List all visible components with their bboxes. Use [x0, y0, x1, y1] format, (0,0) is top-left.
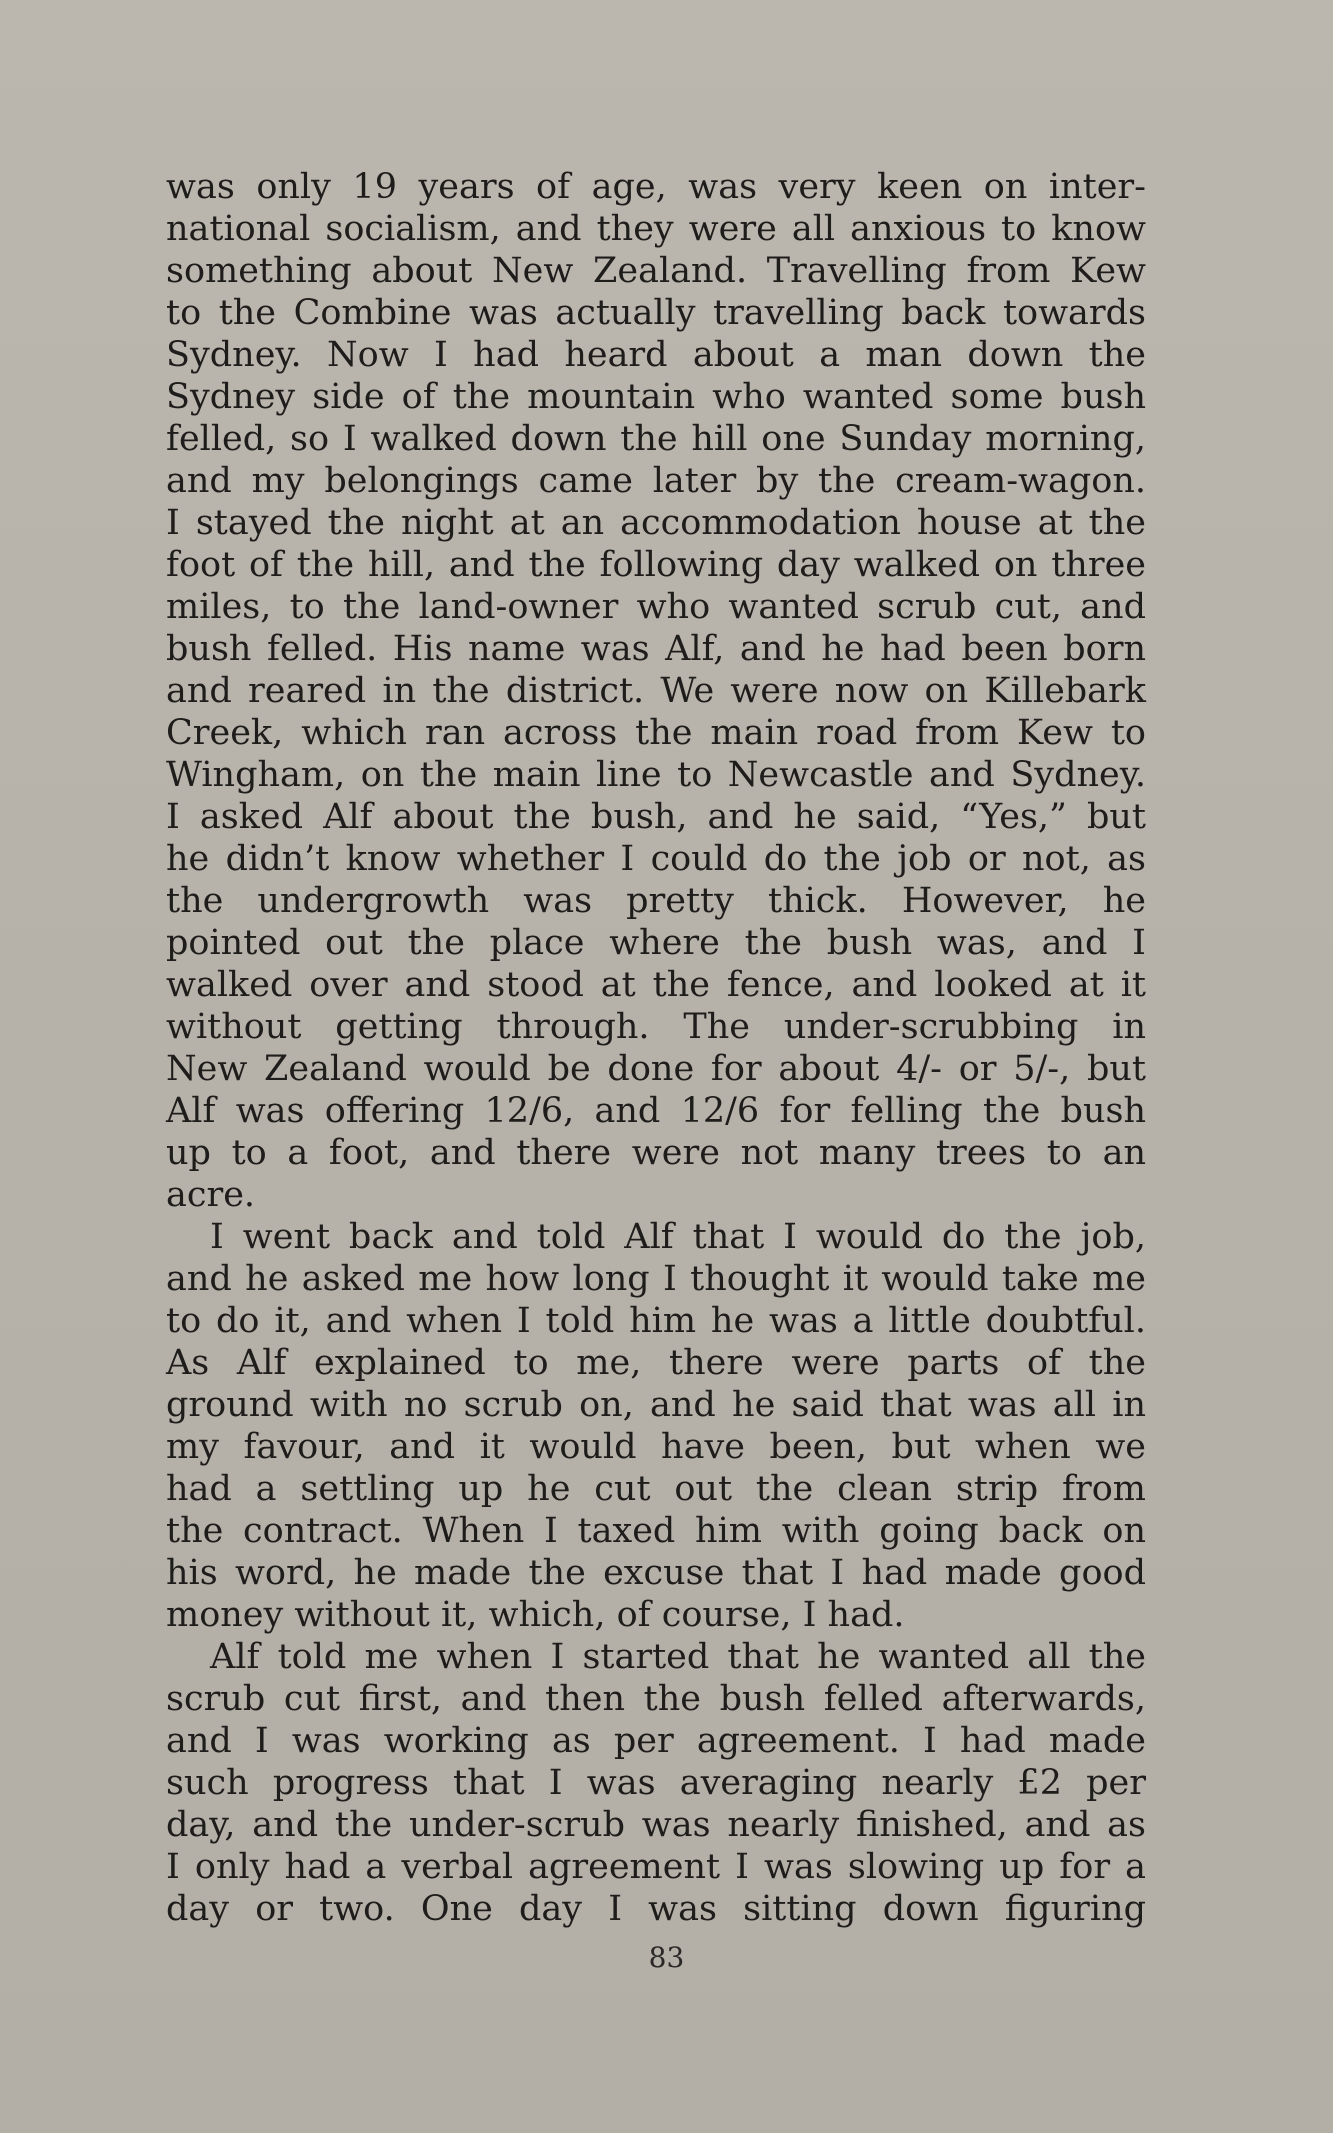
- text-line: Alf was offering 12/6, and 12/6 for felling the bush: [166, 1091, 1146, 1131]
- text-line: pointed out the place where the bush was, and I: [166, 923, 1146, 963]
- text-line: without getting through. The under-scrubbing in: [166, 1007, 1146, 1047]
- text-line: national socialism, and they were all anxious to know: [166, 209, 1146, 249]
- text-line: I went back and told Alf that I would do the job,: [210, 1217, 1146, 1257]
- text-line: foot of the hill, and the following day walked on three: [166, 545, 1146, 585]
- text-line: something about New Zealand. Travelling from Kew: [166, 251, 1146, 291]
- text-line: New Zealand would be done for about 4/- or 5/-, but: [166, 1049, 1146, 1089]
- text-line: I asked Alf about the bush, and he said, “Yes,” but: [166, 797, 1146, 837]
- text-line: up to a foot, and there were not many trees to an: [166, 1133, 1146, 1173]
- text-line: such progress that I was averaging nearly £2 per: [166, 1763, 1146, 1803]
- text-line: I stayed the night at an accommodation house at the: [166, 503, 1146, 543]
- page-number: 83: [648, 1941, 685, 1974]
- text-line: As Alf explained to me, there were parts of the: [166, 1343, 1146, 1383]
- text-line: my favour, and it would have been, but when we: [166, 1427, 1146, 1467]
- text-line: Creek, which ran across the main road from Kew to: [166, 713, 1146, 753]
- text-line: ground with no scrub on, and he said that was all in: [166, 1385, 1146, 1425]
- text-line: he didn’t know whether I could do the job or not, as: [166, 839, 1146, 879]
- text-line: the undergrowth was pretty thick. However, he: [166, 881, 1146, 921]
- text-line: miles, to the land-owner who wanted scrub cut, and: [166, 587, 1146, 627]
- text-line: Wingham, on the main line to Newcastle and Sydney.: [166, 755, 1146, 795]
- text-line: day or two. One day I was sitting down figuring: [166, 1889, 1146, 1929]
- text-line: and my belongings came later by the cream-wagon.: [166, 461, 1146, 501]
- text-line: Alf told me when I started that he wanted all the: [210, 1637, 1146, 1677]
- text-line: to the Combine was actually travelling back towards: [166, 293, 1146, 333]
- text-line: bush felled. His name was Alf, and he had been born: [166, 629, 1146, 669]
- text-line: money without it, which, of course, I had.: [166, 1595, 905, 1635]
- text-line: acre.: [166, 1175, 256, 1215]
- body-text: [166, 166, 1146, 1930]
- text-line: Sydney side of the mountain who wanted some bush: [166, 377, 1146, 417]
- text-line: felled, so I walked down the hill one Sunday morning,: [166, 419, 1146, 459]
- text-line: and he asked me how long I thought it would take me: [166, 1259, 1146, 1299]
- text-line: I only had a verbal agreement I was slowing up for a: [166, 1847, 1146, 1887]
- text-line: to do it, and when I told him he was a little doubtful.: [166, 1301, 1146, 1341]
- text-line: had a settling up he cut out the clean strip from: [166, 1469, 1146, 1509]
- text-line: Sydney. Now I had heard about a man down the: [166, 335, 1146, 375]
- text-line: day, and the under-scrub was nearly finished, and as: [166, 1805, 1146, 1845]
- text-line: the contract. When I taxed him with going back on: [166, 1511, 1146, 1551]
- text-line: his word, he made the excuse that I had made good: [166, 1553, 1146, 1593]
- text-line: was only 19 years of age, was very keen on inter-: [166, 167, 1146, 207]
- text-line: scrub cut first, and then the bush felled afterwards,: [166, 1679, 1146, 1719]
- text-line: and reared in the district. We were now on Killebark: [166, 671, 1146, 711]
- text-line: and I was working as per agreement. I had made: [166, 1721, 1146, 1761]
- text-line: walked over and stood at the fence, and looked at it: [166, 965, 1146, 1005]
